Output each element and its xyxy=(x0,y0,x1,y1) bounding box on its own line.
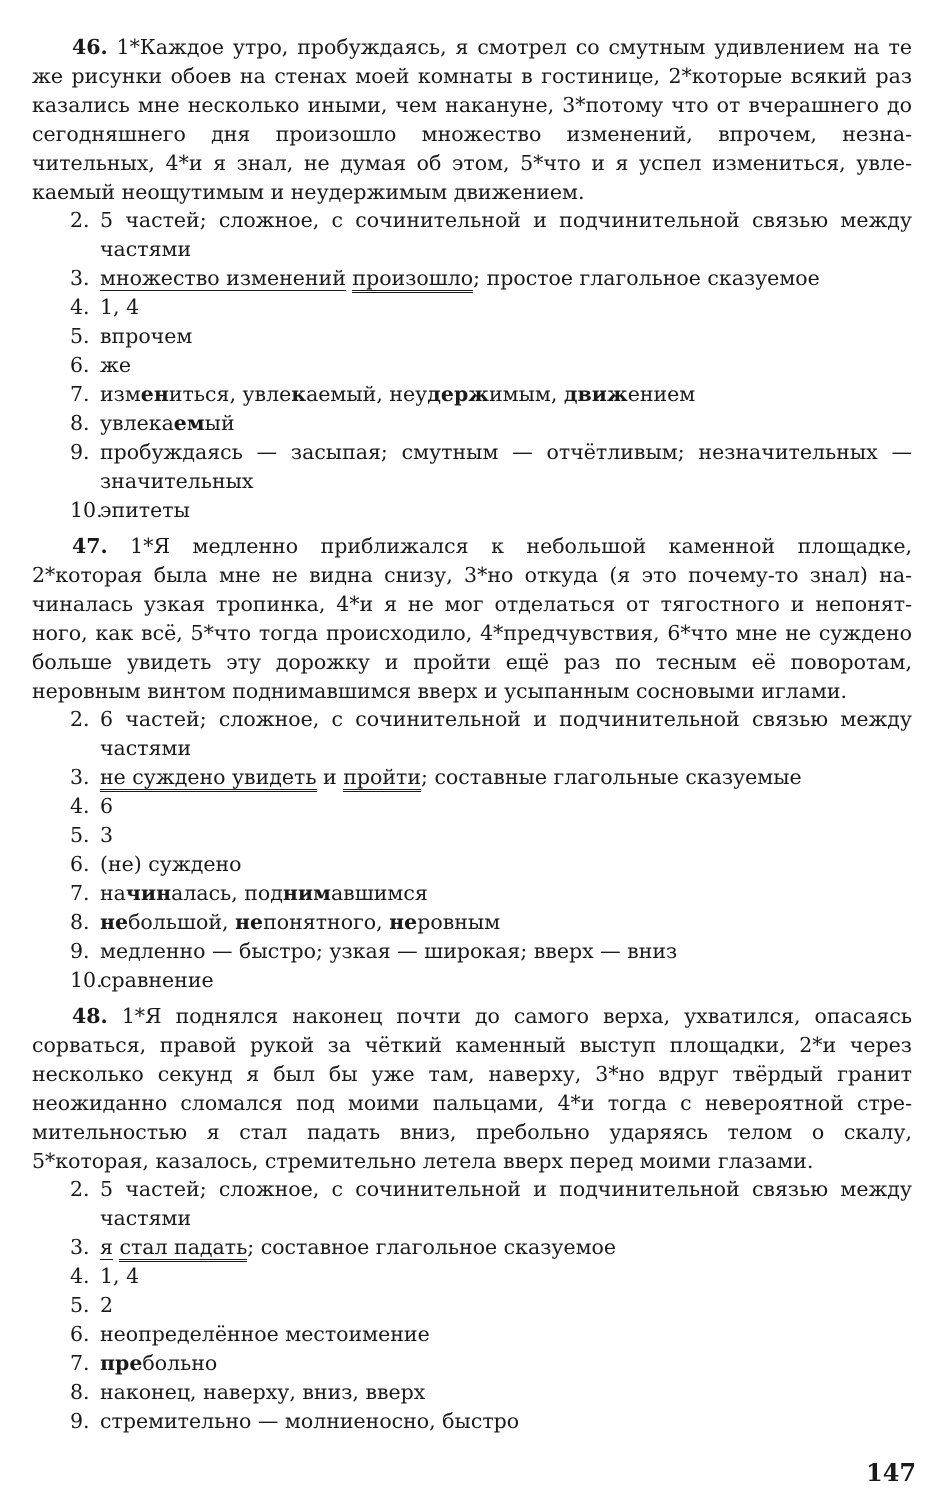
exercise-48 xyxy=(32,1002,912,1436)
answer-item: 2. 6 частей; сложное, с сочинительной и подчинительной связью между частями xyxy=(70,707,912,761)
answer-item: 3. не суждено увидеть и пройти; составные глагольные сказуемые xyxy=(32,763,912,792)
answer-item: 6. неопределённое местоимение xyxy=(70,1321,430,1346)
exercise-48-answers xyxy=(32,1175,912,1435)
answer-item: 8. увлекаемый xyxy=(70,410,235,435)
exercise-47 xyxy=(32,532,912,995)
answer-item: 9. медленно — быстро; узкая — широкая; вверх — вниз xyxy=(70,938,678,963)
answer-item: 10. эпитеты xyxy=(70,497,190,522)
answer-item: 4. 1, 4 xyxy=(70,1264,140,1289)
answer-item: 7. измениться, увлекаемый, неудержимым, движением xyxy=(70,381,696,406)
predicate-underline: произошло xyxy=(352,266,473,293)
exercise-number: 46. xyxy=(72,35,108,59)
exercise-47-text: 47. 1*Я медленно приближался к небольшой каменной площадке, 2*которая была мне не видна снизу, 3*но откуда (я это почему-то знал) начиналась узкая тропинка, 4*и я не мог отделаться от тягостного и непонятного, как всё, 5*что тогда происходило, 4*предчувствия, 6*что мне не суждено больше увидеть эту дорожку и пройти ещё раз по тесным её поворотам, неровным винтом поднимавшимся вверх и усыпанным сосновыми иглами. xyxy=(32,534,912,703)
answer-item: 6. (не) суждено xyxy=(70,851,242,876)
answer-item: 5. впрочем xyxy=(70,324,193,349)
answer-item: 5. 2 xyxy=(70,1293,114,1318)
answer-item: 6. же xyxy=(70,352,131,377)
answer-item: 10. сравнение xyxy=(70,967,214,992)
answer-item: 7. пребольно xyxy=(70,1350,218,1375)
exercise-number: 47. xyxy=(72,534,108,558)
exercise-46-answers xyxy=(32,206,912,524)
predicate-underline: стал падать xyxy=(119,1235,247,1262)
exercise-48-text: 48. 1*Я поднялся наконец почти до самого верха, ухватился, опасаясь сорваться, правой рукой за чёткий каменный выступ площадки, 2*и через несколько секунд я был бы уже там, наверху, 3*но вдруг твёрдый гранит неожиданно сломался под моими пальцами, 4*и тогда с невероятной стремительностью я стал падать вниз, пребольно ударяясь телом о скалу, 5*которая, казалось, стремительно летела вверх перед моими глазами. xyxy=(32,1004,912,1173)
answer-item: 9. пробуждаясь — засыпая; смутным — отчётливым; незначительных — значительных xyxy=(70,439,912,493)
predicate-underline: пройти xyxy=(343,765,421,792)
answer-item: 3. множество изменений произошло; простое глагольное сказуемое xyxy=(32,264,912,293)
answer-item: 7. начиналась, поднимавшимся xyxy=(70,880,428,905)
answer-item: 4. 6 xyxy=(70,794,114,819)
predicate-underline: не суждено увидеть xyxy=(100,765,317,792)
exercise-46-text: 46. 1*Каждое утро, пробуждаясь, я смотрел со смутным удивлением на те же рисунки обоев на стенах моей комнаты в гостинице, 2*которые всякий раз казались мне несколько иными, чем накануне, 3*потому что от вчерашнего до сегодняшнего дня произошло множество изменений, впрочем, незначительных, 4*и я знал, не думая об этом, 5*что и я успел измениться, увлекаемый неощутимым и неудержимым движением. xyxy=(32,35,912,204)
answer-item: 4. 1, 4 xyxy=(70,295,140,320)
exercise-46 xyxy=(32,33,912,524)
answer-item: 5. 3 xyxy=(70,823,114,848)
subject-underline: множество изменений xyxy=(100,266,346,291)
answer-item: 2. 5 частей; сложное, с сочинительной и подчинительной связью между частями xyxy=(70,208,912,262)
exercise-number: 48. xyxy=(72,1004,108,1028)
answer-item: 8. небольшой, непонятного, неровным xyxy=(70,909,501,934)
answer-item: 2. 5 частей; сложное, с сочинительной и подчинительной связью между частями xyxy=(70,1177,912,1231)
answer-item: 3. я стал падать; составное глагольное сказуемое xyxy=(32,1233,912,1262)
subject-underline: я xyxy=(100,1235,113,1260)
exercise-47-answers xyxy=(32,705,912,994)
answer-item: 8. наконец, наверху, вниз, вверх xyxy=(70,1379,426,1404)
page-number: 147 xyxy=(866,1458,917,1487)
answer-item: 9. стремительно — молниеносно, быстро xyxy=(70,1408,520,1433)
